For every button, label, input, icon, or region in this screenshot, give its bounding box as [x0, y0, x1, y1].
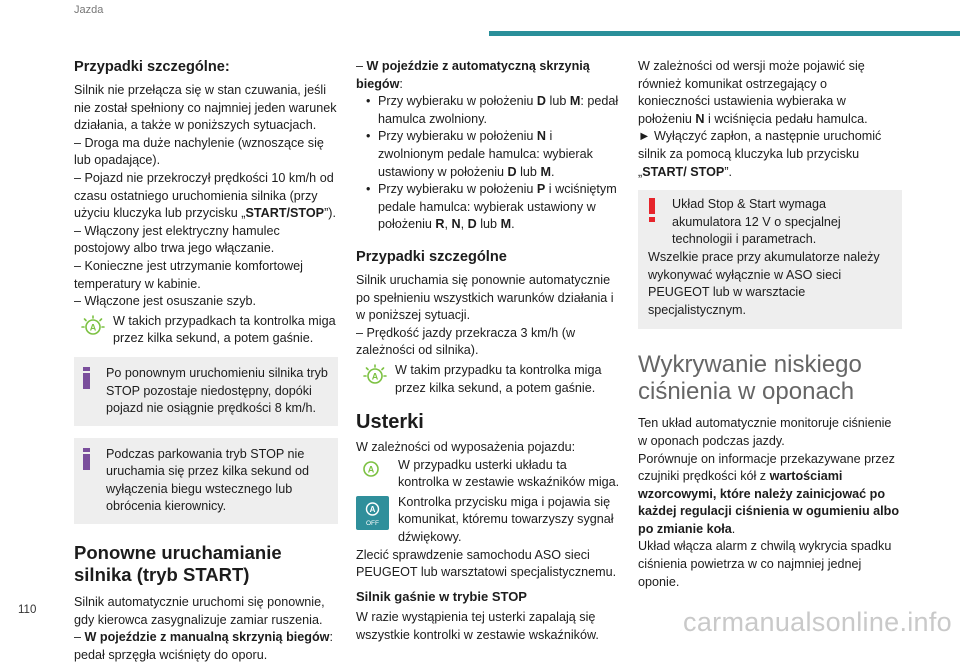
special-text: Silnik uruchamia się ponownie automatycznie po spełnieniu wszystkich warunków działania i w poniższej sytuacji.	[356, 272, 614, 323]
warning-exclamation-icon	[649, 198, 655, 222]
svg-text:A: A	[367, 464, 375, 475]
warning-box: Układ Stop & Start wymaga akumulatora 12 V o specjalnej technologii i parametrach. Wszelkie prace przy akumulatorze należy wykonywać wyłącznie w ASO sieci PEUGEOT lub w warsztacie specjalistycznym.	[638, 190, 902, 329]
special-cases-heading: Przypadki szczególne	[356, 248, 507, 265]
stop-start-lamp-icon	[360, 458, 382, 480]
info-marker-icon	[83, 448, 90, 470]
list-item: – Pojazd nie przekroczył prędkości 10 km/h od czasu ostatniego uruchomienia silnika (przy użyciu kluczyka lub przycisku „START/STOP”).	[74, 170, 336, 221]
stop-start-off-button-icon	[356, 496, 389, 530]
list-item: – Droga ma duże nachylenie (wznoszące się lub opadające).	[74, 135, 324, 168]
engine-stall-text: W razie wystąpienia tej usterki zapalają się wszystkie kontrolki w zestawie wskaźników.	[356, 610, 599, 643]
message-text: W zależności od wersji może pojawić się również komunikat ostrzegający o konieczności ustawienia wybieraka w położeniu N i wciśnięcia pedału hamulca.	[638, 59, 868, 126]
faults-intro: W zależności od wyposażenia pojazdu:	[356, 440, 576, 455]
column-1	[74, 58, 338, 664]
bullet-item: • Przy wybieraku w położeniu N i zwolnionym pedale hamulca: wybierak ustawiony w położeniu D lub M.	[356, 128, 620, 181]
svg-text:A: A	[371, 371, 379, 382]
list-item: – Włączone jest osuszanie szyb.	[74, 294, 256, 309]
svg-text:A: A	[369, 505, 376, 515]
stop-start-lamp-icon	[80, 313, 106, 339]
lamp-note: A W takich przypadkach ta kontrolka miga przez kilka sekund, a potem gaśnie.	[74, 313, 338, 348]
info-box: Po ponownym uruchomieniu silnika tryb STOP pozostaje niedostępny, dopóki pojazd nie osiągnie prędkości 8 km/h.	[74, 357, 338, 426]
svg-text:OFF: OFF	[366, 519, 379, 527]
restart-heading: Ponowne uruchamianie silnika (tryb START)	[74, 542, 282, 586]
tyre-text: Porównuje on informacje przekazywane przez czujniki prędkości kół z wartościami wzorcowymi, które należy zainicjować po każdej regulacji ciśnienia w ogumieniu albo po zmianie koła.	[638, 451, 900, 536]
info-marker-icon	[83, 367, 90, 389]
page-number: 110	[18, 604, 37, 616]
fault-lamp-note: A W przypadku usterki układu ta kontrolka w zestawie wskaźników miga.	[356, 457, 620, 492]
engine-stall-heading: Silnik gaśnie w trybie STOP	[356, 588, 527, 604]
intro-text: Silnik nie przełącza się w stan czuwania, jeśli nie został spełniony co najmniej jeden warunek działania, a także w poniższych sytuacjach.	[74, 83, 337, 133]
tyre-text: Ten układ automatycznie monitoruje ciśnienie w oponach podczas jazdy.	[638, 416, 892, 448]
faults-heading: Usterki	[356, 411, 424, 434]
bullet-item: • Przy wybieraku w położeniu D lub M: pedał hamulca zwolniony.	[356, 93, 620, 128]
column-3	[638, 58, 902, 591]
section-header: Jazda	[74, 4, 104, 16]
step-item: ► Wyłączyć zapłon, a następnie uruchomić silnik za pomocą kluczyka lub przycisku „START/ STOP”.	[638, 129, 882, 179]
restart-text: Silnik automatycznie uruchomi się ponownie, gdy kierowca zasygnalizuje zamiar ruszenia.	[74, 595, 325, 627]
list-item: – Konieczne jest utrzymanie komfortowej temperatury w kabinie.	[74, 258, 303, 291]
stop-start-lamp-icon	[362, 362, 388, 388]
section-title: Wykrywanie niskiego ciśnienia w oponach	[638, 351, 862, 406]
column-2	[356, 58, 620, 645]
header-accent-bar	[489, 31, 960, 36]
watermark: carmanualsonline.info	[683, 607, 952, 637]
fault-advice: Zlecić sprawdzenie samochodu ASO sieci PEUGEOT lub warsztatowi specjalistycznemu.	[356, 547, 617, 580]
special-cases-heading: Przypadki szczególne:	[74, 59, 230, 75]
svg-text:A: A	[89, 322, 97, 333]
list-item: – Włączony jest elektryczny hamulec postojowy albo trwa jego włączanie.	[74, 223, 280, 256]
manual-gearbox-item: – W pojeździe z manualną skrzynią biegów: pedał sprzęgła wciśnięty do oporu.	[74, 630, 333, 662]
info-box: Podczas parkowania tryb STOP nie uruchamia się przez kilka sekund od wyłączenia biegu wstecznego lub obrócenia kierownicy.	[74, 438, 338, 524]
fault-button-note: A OFF Kontrolka przycisku miga i pojawia się komunikat, któremu towarzyszy sygnał dźwiękowy.	[356, 494, 620, 547]
tyre-text: Układ włącza alarm z chwilą wykrycia spadku ciśnienia powietrza w co najmniej jednej oponie.	[638, 539, 892, 589]
auto-gearbox-item: – W pojeździe z automatyczną skrzynią biegów:	[356, 59, 590, 91]
list-item: – Prędkość jazdy przekracza 3 km/h (w zależności od silnika).	[356, 325, 576, 358]
bullet-item: • Przy wybieraku w położeniu P i wciśniętym pedale hamulca: wybierak ustawiony w położeniu R, N, D lub M.	[356, 181, 620, 234]
lamp-note: A W takim przypadku ta kontrolka miga przez kilka sekund, a potem gaśnie.	[356, 362, 620, 397]
